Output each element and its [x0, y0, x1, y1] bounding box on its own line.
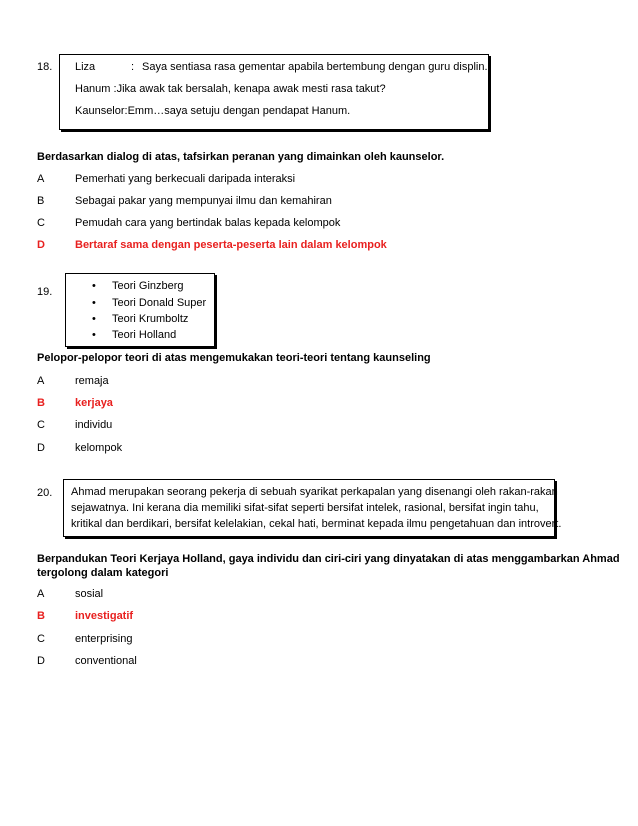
- option-letter-correct: D: [37, 239, 45, 251]
- option-text: Sebagai pakar yang mempunyai ilmu dan kemahiran: [75, 195, 332, 207]
- dialog-speaker: Liza: [75, 61, 96, 73]
- question-text: Berdasarkan dialog di atas, tafsirkan peranan yang dimainkan oleh kaunselor.: [37, 151, 445, 163]
- option-letter: C: [37, 633, 45, 645]
- option-letter: A: [37, 588, 45, 600]
- option-text: individu: [75, 419, 113, 431]
- dialog-separator: :: [131, 61, 135, 73]
- option-text: conventional: [75, 655, 137, 667]
- dialog-line: Saya sentiasa rasa gementar apabila bertembung dengan guru displin.: [142, 61, 488, 73]
- theory-list-item: • Teori Holland: [92, 329, 177, 341]
- bullet-icon: •: [92, 329, 96, 341]
- question-text: tergolong dalam kategori: [37, 567, 169, 579]
- option-text: Pemudah cara yang bertindak balas kepada kelompok: [75, 217, 341, 229]
- option-text-correct: kerjaya: [75, 397, 113, 409]
- question-number: 19.: [37, 286, 53, 298]
- option-text: kelompok: [75, 442, 123, 454]
- option-text: sosial: [75, 588, 104, 600]
- question-number: 18.: [37, 61, 53, 73]
- passage-line: sejawatnya. Ini kerana dia memiliki sifat-sifat seperti bersifat intelek, rasional, bersifat ingin tahu,: [71, 502, 539, 514]
- passage-box: [63, 479, 562, 537]
- option-letter: B: [37, 195, 45, 207]
- bullet-icon: •: [92, 280, 96, 292]
- passage-line: Ahmad merupakan seorang pekerja di sebuah syarikat perkapalan yang disenangi oleh rakan-rakan: [71, 486, 558, 498]
- option-letter-correct: B: [37, 610, 45, 622]
- option-letter: C: [37, 419, 45, 431]
- theory-list-item: • Teori Krumboltz: [92, 313, 189, 325]
- question-number: 20.: [37, 487, 53, 499]
- option-text: remaja: [75, 375, 109, 387]
- passage-line: kritikal dan berdikari, bersifat kelelakian, cekal hati, berminat kepada ilmu pengetahuan dan introvert.: [71, 518, 562, 530]
- question-text: Pelopor-pelopor teori di atas mengemukakan teori-teori tentang kaunseling: [37, 352, 431, 364]
- option-text-correct: investigatif: [75, 610, 134, 622]
- dialog-line: Kaunselor:Emm…saya setuju dengan pendapat Hanum.: [75, 105, 351, 117]
- theory-list-item: • Teori Donald Super: [92, 297, 207, 309]
- option-letter: A: [37, 375, 45, 387]
- bullet-icon: •: [92, 297, 96, 309]
- question-text: Berpandukan Teori Kerjaya Holland, gaya individu dan ciri-ciri yang dinyatakan di atas menggambarkan Ahmad: [37, 553, 620, 565]
- option-letter: D: [37, 655, 45, 667]
- option-letter-correct: B: [37, 397, 45, 409]
- theory-list-item: • Teori Ginzberg: [92, 280, 184, 292]
- option-text: enterprising: [75, 633, 133, 645]
- dialog-line: Hanum :Jika awak tak bersalah, kenapa awak mesti rasa takut?: [75, 83, 386, 95]
- option-text: Pemerhati yang berkecuali daripada interaksi: [75, 173, 296, 185]
- option-letter: A: [37, 173, 45, 185]
- option-text-correct: Bertaraf sama dengan peserta-peserta lain dalam kelompok: [75, 239, 387, 251]
- option-letter: D: [37, 442, 45, 454]
- dialog-box: [59, 54, 489, 130]
- bullet-icon: •: [92, 313, 96, 325]
- option-letter: C: [37, 217, 45, 229]
